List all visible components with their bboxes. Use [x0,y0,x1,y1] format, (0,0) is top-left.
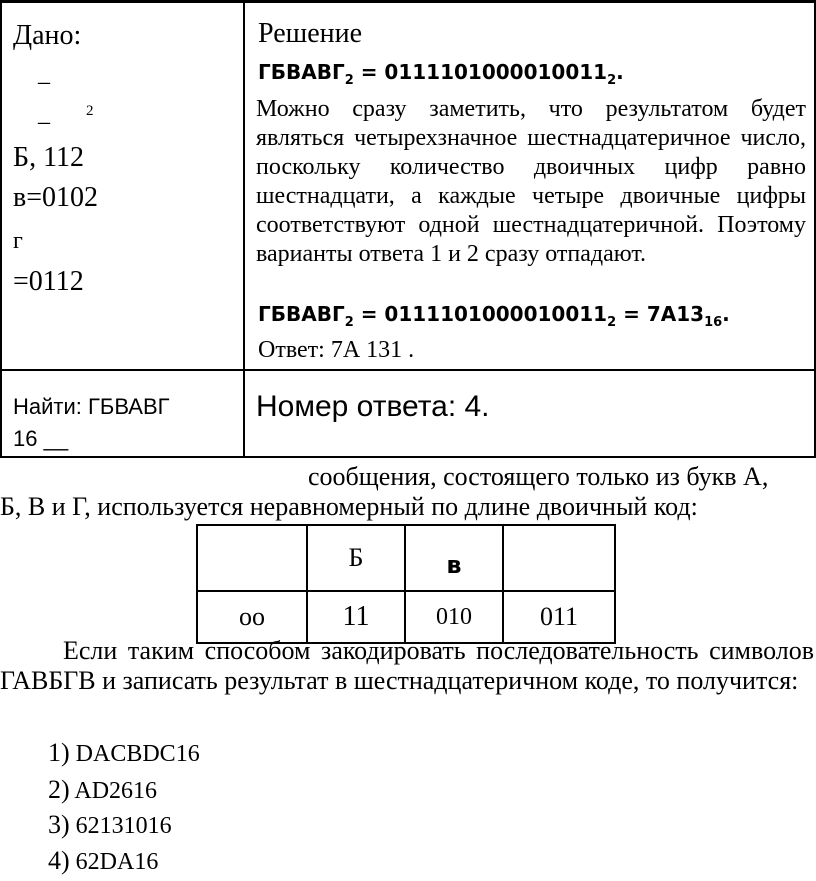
given-blank-2: _ [38,101,50,127]
given-line-b: Б, 112 [13,142,85,173]
code-table-cell: 11 [307,591,405,643]
code-table-cell: 011 [503,591,615,643]
top-border [0,0,816,3]
code-table-cell: оо [197,591,307,643]
option-1 [48,738,200,768]
option-text: DACBDC16 [75,741,200,767]
task-intro-line-1: сообщения, состоящего только из букв А, [308,462,769,491]
task-question: Если таким способом закодировать последовательность символов ГАВБГВ и записать результат в шестнадцатеричном коде, то получится: [0,636,814,695]
option-text: 62DA16 [75,849,159,875]
option-text: AD2616 [74,778,158,804]
eq2-sub2: 2 [607,315,617,330]
code-table-header-cell [503,525,615,591]
code-table [196,524,616,644]
code-table-header-cell: в [405,525,503,591]
table-border-left [0,0,2,458]
given-line-v: в=0102 [13,182,99,213]
table-divider-horizontal [0,369,816,371]
eq1-binary: = 0111101000010011 [353,60,608,84]
given-line-g2: =0112 [13,266,84,297]
eq2-binary: = 0111101000010011 [353,302,608,326]
code-table-header-cell [197,525,307,591]
eq2-sub: 2 [344,315,354,330]
equation-1 [258,60,624,88]
solution-paragraph: Можно сразу заметить, что результатом будет являться четырехзначное шестнадцатеричное число, поскольку количество двоичных цифр равно шестнадцати, а каждые четыре двоичные цифры соответствуют одной шестнадцатеричной. Поэтому варианты ответа 1 и 2 сразу отпадают. [256,96,806,267]
code-table-cell: 010 [405,591,503,643]
option-number: 3) [48,810,70,839]
given-blank-1: _ [38,61,50,87]
eq2-hex: = 7A13 [616,302,705,326]
option-text: 62131016 [75,813,172,839]
eq1-sub: 2 [344,73,354,88]
given-header: Дано: [13,20,82,51]
eq2-left: ГБВАВГ [258,302,345,326]
eq1-end: . [616,60,624,84]
equation-2 [258,302,730,330]
given-superscript: 2 [86,103,94,119]
find-line-2: 16 __ [13,426,69,451]
answer-number: Номер ответа: 4. [256,390,490,423]
eq1-sub2: 2 [607,73,617,88]
option-3 [48,810,172,840]
solution-answer: Ответ: 7А 131 . [258,337,415,363]
option-number: 1) [48,738,70,767]
eq2-end: . [722,302,730,326]
option-2 [48,775,157,805]
find-line-1: Найти: ГБВАВГ [13,394,170,419]
option-number: 4) [48,846,70,875]
code-table-header-cell: Б [307,525,405,591]
option-number: 2) [48,775,70,804]
eq1-left: ГБВАВГ [258,60,345,84]
given-line-g: г [13,228,23,254]
solution-header: Решение [258,18,363,49]
task-intro-line-2: Б, В и Г, используется неравномерный по длине двоичный код: [0,492,698,521]
option-4 [48,846,158,876]
table-border-bottom [0,456,816,458]
eq2-sub3: 16 [704,315,723,330]
table-divider-vertical [243,0,245,458]
code-table-header-row [197,525,615,591]
